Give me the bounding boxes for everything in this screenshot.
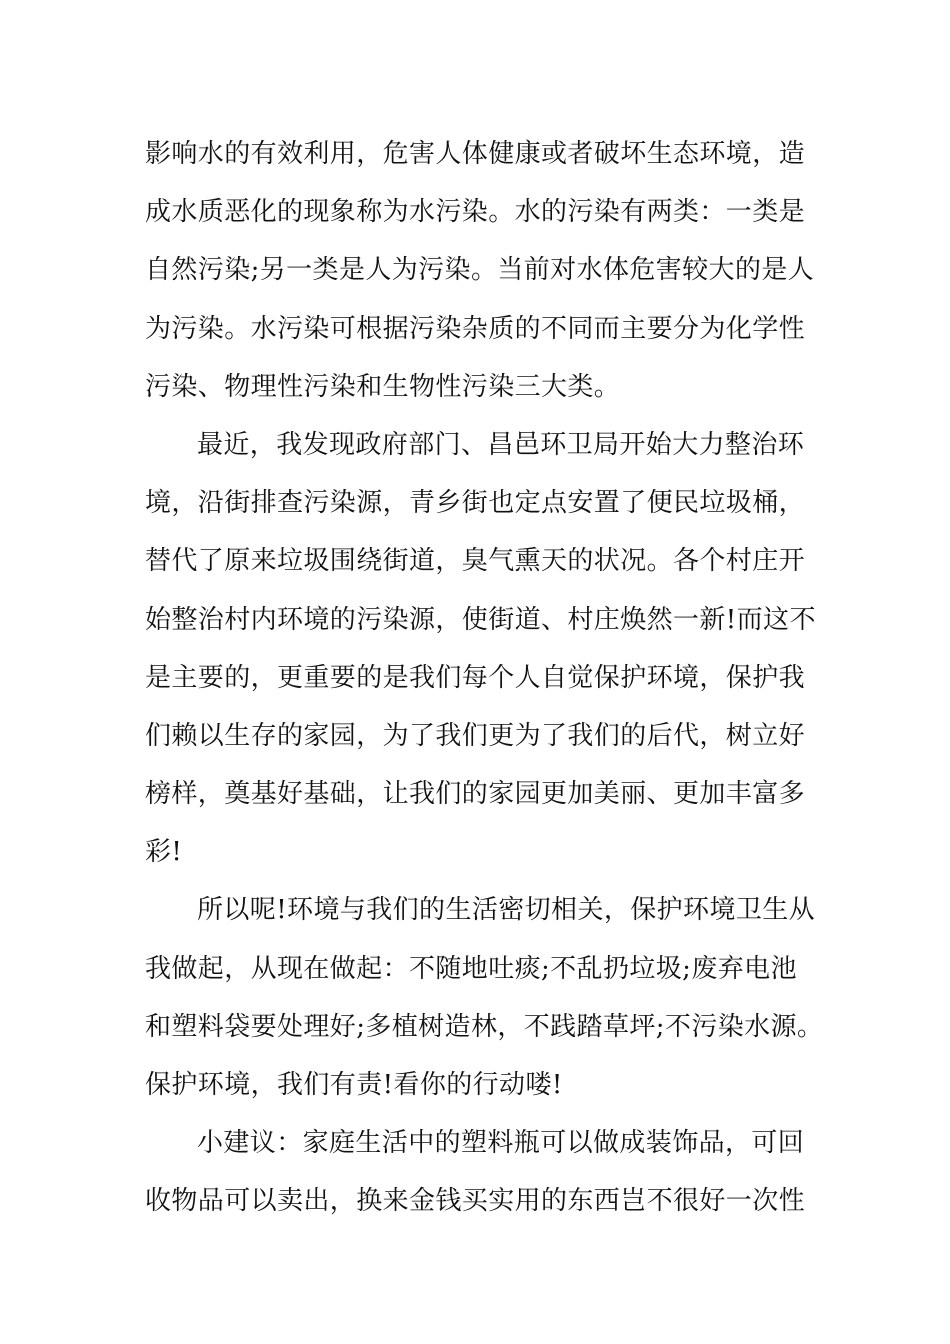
text-line-7: 境，沿街排查污染源，青乡街也定点安置了便民垃圾桶， (145, 488, 806, 519)
text-line-1: 影响水的有效利用，危害人体健康或者破坏生态环境，造 (145, 139, 806, 169)
text-line-19: 收物品可以卖出，换来金钱买实用的东西岂不很好一次性 (145, 1186, 806, 1217)
text-line-17: 保护环境，我们有责!看你的行动喽! (145, 1070, 563, 1100)
text-line-9: 始整治村内环境的污染源，使街道、村庄焕然一新!而这不 (145, 604, 816, 635)
text-line-8: 替代了原来垃圾围绕街道，臭气熏天的状况。各个村庄开 (145, 546, 806, 577)
text-line-12: 榜样，奠基好基础，让我们的家园更加美丽、更加丰富多 (145, 779, 806, 810)
text-line-11: 们赖以生存的家园，为了我们更为了我们的后代，树立好 (145, 720, 806, 751)
text-line-5: 污染、物理性污染和生物性污染三大类。 (145, 371, 621, 402)
text-line-2: 成水质恶化的现象称为水污染。水的污染有两类：一类是 (145, 197, 806, 228)
document-body (145, 125, 825, 1231)
text-line-16: 和塑料袋要处理好;多植树造林，不践踏草坪;不污染水源。 (145, 1011, 824, 1042)
text-line-14: 所以呢!环境与我们的生活密切相关，保护环境卫生从 (197, 895, 816, 926)
text-line-15: 我做起，从现在做起：不随地吐痰;不乱扔垃圾;废弃电池 (145, 953, 797, 984)
text-line-6: 最近，我发现政府部门、昌邑环卫局开始大力整治环 (197, 429, 805, 460)
text-line-13: 彩! (145, 837, 183, 868)
text-line-4: 为污染。水污染可根据污染杂质的不同而主要分为化学性 (145, 313, 806, 344)
text-line-10: 是主要的，更重要的是我们每个人自觉保护环境，保护我 (145, 662, 806, 693)
text-line-18: 小建议：家庭生活中的塑料瓶可以做成装饰品，可回 (197, 1128, 805, 1159)
text-line-3: 自然污染;另一类是人为污染。当前对水体危害较大的是人 (145, 255, 815, 286)
